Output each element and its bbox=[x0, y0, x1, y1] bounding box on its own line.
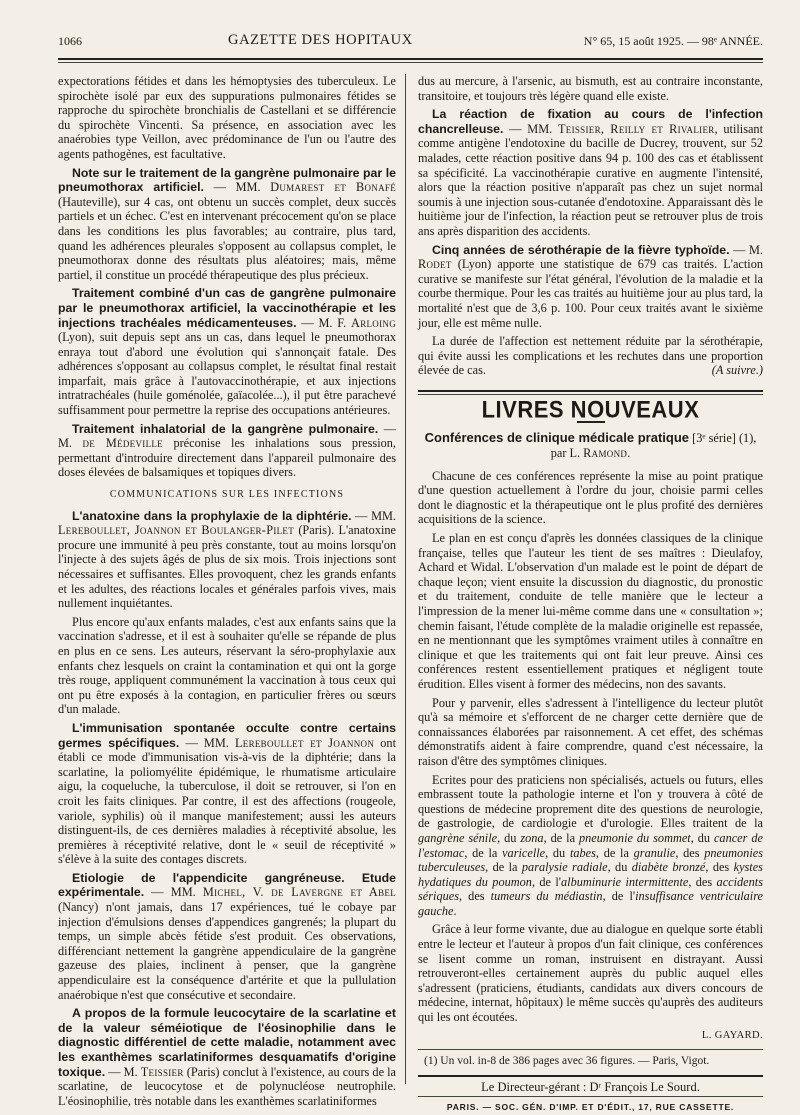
text: — MM. bbox=[179, 735, 235, 750]
article-body: , utilisant comme antigène l'endotoxine du bacille de Ducrey, trouvent, sur 52 malades, cette réaction positive dans 94 p. 100 des cas et établissent sa spécificité. La vaccinothérapie curative en augmente l'intensité, alors que la réaction positive n'apparaît pas chez un sujet normal soumis à une injection sous-cutanée d'endotoxine. Apparaissant dès le huitième jour de l'infection, la réaction peut se retrouver plus de trois ans après disparition des accidents. bbox=[418, 121, 763, 238]
article-pneumothorax bbox=[58, 166, 396, 283]
author-names: Rodet bbox=[418, 257, 452, 272]
article-scarlatine bbox=[58, 1006, 396, 1108]
author-names: Lereboullet, Joannon et Boulanger-Pilet bbox=[58, 523, 295, 538]
article-typhoide bbox=[418, 243, 763, 331]
article-anatoxine bbox=[58, 509, 396, 611]
right-column bbox=[418, 74, 763, 1115]
text: La durée de l'affection est nettement réduite par la sérothérapie, qui évite aussi les complications et les rechutes dans une proportion élevée de cas. bbox=[418, 334, 763, 378]
paragraph: Pour y parvenir, elles s'adressent à l'intelligence du lecteur plutôt qu'à sa mémoire et s'efforcent de ne charger cette dernière que de connaissances élaborées par raisonnement. A cet effet, des schémas démonstratifs aident à faire comprendre, quand c'est nécessaire, la raison d'être des symptômes cliniques. bbox=[418, 695, 763, 768]
book-author: Ramond bbox=[583, 446, 628, 461]
paragraph: Le plan en est conçu d'après les données classiques de la clinique française, telles que l'auteur les tient de ses maîtres : Dieulafoy, Achard et Widal. L'observation d'un malade est le point de départ de chaque leçon; vient ensuite la discussion du diagnostic, du pronostic et du traitement, conduite de telle manière que le lecteur a l'impression de la mener lui-même comme dans une « consultation »; chemin faisant, l'étude complète de la maladie originelle est repassée, en ne mentionnant que les symptômes vraiment utiles à connaître en clinique et que les traitements qui ont fait leur preuve. Ainsi ces conférences restent essentiellement pratiques et négligent toute érudition. Elles visent à former des médecins, non des savants. bbox=[418, 531, 763, 691]
text: — M. F. bbox=[296, 315, 352, 330]
author-names: Teissier bbox=[140, 1064, 184, 1079]
article-heading: A propos de la formule leucocytaire de la scarlatine et de la valeur séméiotique de l'éosinophilie dans le diagnostic différentiel de cette maladie, notamment avec les exanthèmes scarlatiniformes desquamatifs d'origine toxique. bbox=[58, 1006, 396, 1079]
column-divider bbox=[405, 74, 406, 1084]
author-names: Teissier, Reilly et Rivalier bbox=[557, 121, 715, 136]
author-names: Lereboullet et Joannon bbox=[234, 735, 375, 750]
article-heading: L'immunisation spontanée occulte contre certains germes spécifiques. bbox=[58, 720, 396, 750]
article-immunisation bbox=[58, 721, 396, 867]
article-appendicite bbox=[58, 871, 396, 1002]
article-body: (Nancy) n'ont jamais, dans 17 expériences, tué le cobaye par injection d'émulsions denses d'appendices gangrenés; la plupart du temps, un simple abcès fétide s'est produit. Ces observations, différenciant nettement la gangrène appendiculaire de la gangrène gazeuse des plaies, inclinent à penser, que la gangrène appendiculaire est la conséquence d'artérite et que la pullulation anaérobique n'est que consécutive et secondaire. bbox=[58, 900, 396, 1002]
article-body: (Lyon) apporte une statistique de 679 cas traités. L'action curative se manifeste sur l'état général, l'évolution de la maladie et la courbe thermique. Pour les cas traités au huitième jour au plus tard, la mortalité n'est que de 3,6 p. 100. Pour ceux traités avant le sixième jour, elle est même nulle. bbox=[418, 257, 763, 330]
text: — MM. bbox=[144, 885, 203, 900]
article-heading: Traitement combiné d'un cas de gangrène pulmonaire par le pneumothorax artificiel, la vaccinothérapie et les injections trachéales médicamenteuses. bbox=[58, 286, 396, 330]
author-names: Arloing bbox=[351, 315, 396, 330]
paragraph: Chacune de ces conférences représente la mise au point pratique d'une question actuellement à l'ordre du jour, choisie parmi celles dont le diagnostic et la thérapeutique ont le plus profité des dernières acquisitions de la science. bbox=[418, 468, 763, 527]
author-names: Dumarest et Bonafé bbox=[270, 180, 396, 195]
left-column bbox=[58, 74, 396, 1112]
article-heading: Etiologie de l'appendicite gangréneuse. Etude expérimentale. bbox=[58, 870, 396, 900]
issue-info: N° 65, 15 août 1925. — 98ᵉ ANNÉE. bbox=[583, 34, 763, 48]
paragraph: dus au mercure, à l'arsenic, au bismuth, est au contraire inconstante, transitoire, et toujours très légère quand elle existe. bbox=[418, 74, 763, 103]
to-be-continued: (A suivre.) bbox=[711, 363, 763, 378]
author-names: Michel, V. de Lavergne et Abel bbox=[202, 885, 396, 900]
article-heading: La réaction de fixation au cours de l'infection chancrelleuse. bbox=[418, 107, 763, 136]
page-number: 1066 bbox=[58, 34, 82, 48]
book-by: par L. bbox=[550, 446, 584, 461]
article-heading: Traitement inhalatorial de la gangrène pulmonaire. bbox=[72, 421, 379, 436]
text: — MM. bbox=[203, 180, 271, 195]
paragraph-topics: Ecrites pour des praticiens non spécialisés, actuels ou futurs, elles embrassent toute la pathologie interne et l'on y trouvera à côté de questions de médecine proprement dite des questions de neurologie, de gastrologie, de cardiologie et d'urologie. Elles traitent de la gangrène sénile, du zona, de la pneumonie du sommet, du cancer de l'estomac, de la varicelle, du tabes, de la granulie, des pneumonies tuberculeuses, de la paralysie radiale, du diabète bronzé, des kystes hydatiques du poumon, de l'albuminurie intermittente, des accidents sériques, des tumeurs du médiastin, de l'insuffisance ventriculaire gauche. bbox=[418, 772, 763, 918]
article-heading: Note sur le traitement de la gangrène pulmonaire par le pneumothorax artificiel. bbox=[58, 165, 396, 195]
article-body: ont établi ce mode d'immunisation vis-à-vis de la diphtérie; dans la scarlatine, la poliomyélite épidémique, le rhumatisme articulaire aigu, la coqueluche, la tuberculose, il doit se retrouver, si l'on en croit les faits cliniques. Par contre, il est des affections (rougeole, variole, syphilis) où il manque manifestement; aussi les auteurs distinguent-ils, de ces dernières maladies à réceptivité absolue, les premières à réceptivité relative, dont le « seuil de réceptivité » s'élève à la suite des contages discrets. bbox=[58, 735, 396, 867]
text: — M. bbox=[105, 1064, 141, 1079]
paragraph: Grâce à leur forme vivante, due au dialogue en quelque sorte établi entre le lecteur et l'auteur à propos d'un fait clinique, ces conférences se lisent comme un roman, instruisent en distrayant. Aussi retrouveront-elles certainement auprès du public auquel elles s'adressent (praticiens, étudiants, candidats aux divers concours de médecine, internat, hôpitaux) le même succès qu'auprès des auditeurs qui les ont écoutées. bbox=[418, 922, 763, 1025]
printer-imprint: PARIS. — SOC. GÉN. D'IMP. ET D'ÉDIT., 17, RUE CASSETTE. bbox=[446, 1102, 735, 1113]
text: — M. bbox=[729, 242, 763, 257]
book-heading: Conférences de clinique médicale pratique [3ᵉ série] (1), par L. Ramond. bbox=[424, 430, 757, 461]
paragraph: Plus encore qu'aux enfants malades, c'est aux enfants sains que la vaccination s'adresse, et il est à souhaiter qu'elle se répande de plus en plus en ce sens. Les auteurs, réservant la séro-prophylaxie aux enfants chez lesquels on craint la contamination et qui ont la gorge très rouge, appliquent communément la vaccination à tous ceux qui ont pu être exposés à la contagion, en particulier frères ou sœurs d'un malade. bbox=[58, 614, 396, 717]
section-rule bbox=[418, 390, 763, 392]
article-body: préconise les inhalations sous pression, permettant d'introduire directement dans l'appareil pulmonaire des doses élevées de balsamiques et topiques divers. bbox=[58, 436, 396, 480]
article-body: (Paris). L'anatoxine procure une immunité à peu près constante, tout au moins lorsqu'on l'injecte à des sujets âgés de plus de six mois. Trois injections sont nécessaires et suffisantes. Elles provoquent, chez les grands enfants et les adultes, des réactions locales et générales parfois vives, mais nullement inquiétantes. bbox=[58, 523, 396, 611]
footnote: (1) Un vol. in-8 de 386 pages avec 36 figures. — Paris, Vigot. bbox=[424, 1055, 710, 1068]
book-title: Conférences de clinique médicale pratique bbox=[424, 430, 690, 446]
article-body: (Paris) conclut à l'existence, au cours de la scarlatine, de leucocytose et de polynucléose neutrophile. L'éosinophilie, très notable dans les exanthèmes scarlatiniformes bbox=[58, 1064, 396, 1108]
paragraph bbox=[418, 334, 763, 378]
section-heading: COMMUNICATIONS SUR LES INFECTIONS bbox=[109, 489, 345, 501]
article-body: (Hauteville), sur 4 cas, ont obtenu un succès complet, deux succès partiels et un échec. C'est en intervenant précocement qu'on se place dans les conditions les plus favorables; au contraire, plus tard, quand les adhérences pleurales s'opposent au collapsus complet, le pneumothorax donne des résultats plus aléatoires; mais, même partiel, il constitue un procédé thérapeutique des plus précieux. bbox=[58, 194, 396, 282]
article-combined-treatment bbox=[58, 286, 396, 417]
journal-title: GAZETTE DES HOPITAUX bbox=[228, 32, 413, 48]
paragraph: expectorations fétides et dans les hémoptysies des tuberculeux. Le spirochète isolé par eux des suppurations pulmonaires fétides se rapproche du spirochète bronchialis de Castellani et se différencie du spirochète Vincenti. Sa présence, en association avec les anaérobies type Veillon, avec prédominance de l'un ou l'autre des agents pathogènes, est facultative. bbox=[58, 74, 396, 161]
review-signature: L. GAYARD. bbox=[701, 1029, 763, 1041]
footnote-rule bbox=[418, 1049, 763, 1050]
article-body: (Lyon), suit depuis sept ans un cas, dans lequel le pneumothorax enraya tout d'abord une évolution qui s'annonçait fatale. Des adhérences s'opposant au collapsus complet, le résultat final restait imparfait, mais grâce à l'autovaccinothérapie, et aux injections intratrachéales (huile goménolée, gaïacolée...), il put être parachevé suffisamment pour permettre la reprise des occupations antérieures. bbox=[58, 330, 396, 418]
book-series: [3ᵉ série] (1), bbox=[689, 431, 757, 446]
article-chancrelle bbox=[418, 107, 763, 238]
text: — MM. bbox=[351, 508, 397, 523]
author-names: de Médeville bbox=[82, 436, 163, 451]
header-rule bbox=[58, 58, 763, 60]
text: — M. bbox=[58, 421, 397, 451]
article-inhalatorial bbox=[58, 422, 396, 480]
article-heading: Cinq années de sérothérapie de la fièvre typhoïde. bbox=[432, 242, 730, 257]
livres-nouveaux-heading: LIVRES NOUVEAUX bbox=[481, 395, 700, 424]
director-text: Le Directeur-gérant : Dʳ François Le Sourd. bbox=[481, 1079, 700, 1094]
page-header bbox=[58, 30, 763, 56]
director-line bbox=[418, 1075, 763, 1098]
text: — MM. bbox=[503, 121, 558, 136]
article-heading: L'anatoxine dans la prophylaxie de la diphtérie. bbox=[72, 508, 352, 523]
header-rule-thin bbox=[58, 62, 763, 63]
